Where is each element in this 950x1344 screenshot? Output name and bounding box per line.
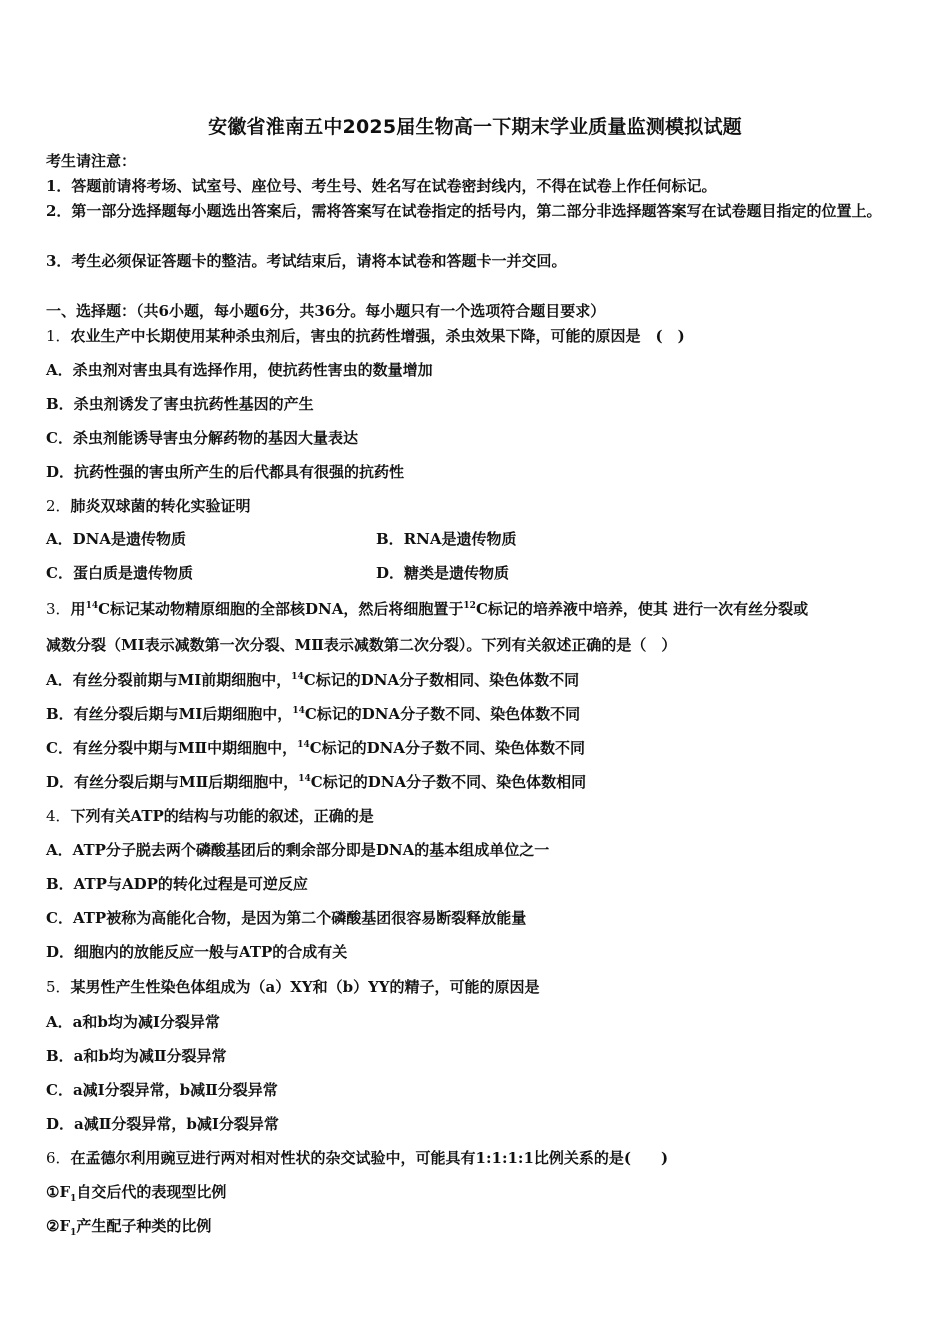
page-title: 安徽省淮南五中2025届生物高一下期末学业质量监测模拟试题 [208,116,742,138]
notice-item-3: 3．考生必须保证答题卡的整洁。考试结束后，请将本试卷和答题卡一并交回。 [46,252,567,270]
question-text: 农业生产中长期使用某种杀虫剂后，害虫的抗药性增强，杀虫效果下降，可能的原因是 ( ) [70,327,685,345]
question-3-line-2: 减数分裂（MⅠ表示减数第一次分裂、MⅡ表示减数第二次分裂）。下列有关叙述正确的是（ ） [46,636,677,654]
subscript: 1 [70,1194,77,1204]
question-text-part: 用 [70,600,86,618]
q6-item-2 [46,1214,211,1238]
question-number: 2． [46,497,71,515]
q3-option-b [46,702,580,726]
option-text: C标记的DNA分子数不同、染色体数不同 [304,705,581,723]
question-text-part: C标记某动物精原细胞的全部核DNA，然后将细胞置于 [98,600,464,618]
question-text-part: C标记的培养液中培养，使其 进行一次有丝分裂或 [475,600,809,618]
q2-option-b: B．RNA是遗传物质 [376,530,517,548]
question-text: 在孟德尔利用豌豆进行两对相对性状的杂交试验中，可能具有1:1:1:1比例关系的是( ) [70,1149,669,1167]
q6-item-1 [46,1180,226,1204]
q5-option-b: B．a和b均为减Ⅱ分裂异常 [46,1047,227,1065]
q4-option-b: B．ATP与ADP的转化过程是可逆反应 [46,875,308,893]
option-text: C．有丝分裂中期与MⅡ中期细胞中， [46,739,298,757]
isotope-superscript: 14 [85,601,99,611]
q1-option-c: C．杀虫剂能诱导害虫分解药物的基因大量表达 [46,429,358,447]
option-text: C标记的DNA分子数不同、染色体数相同 [310,773,587,791]
q1-option-b: B．杀虫剂诱发了害虫抗药性基因的产生 [46,395,314,413]
option-text: B．有丝分裂后期与MⅠ后期细胞中， [46,705,293,723]
isotope-superscript: 14 [297,740,310,750]
isotope-superscript: 14 [291,672,304,682]
q3-option-d [46,770,586,794]
question-text: 肺炎双球菌的转化实验证明 [70,497,251,515]
q2-option-c: C．蛋白质是遗传物质 [46,564,193,582]
question-number: 4． [46,807,71,825]
q2-option-d: D．糖类是遗传物质 [376,564,510,582]
question-number: 5． [46,978,71,996]
question-3 [46,597,808,621]
option-text: C标记的DNA分子数相同、染色体数不同 [303,671,580,689]
notice-item-1: 1．答题前请将考场、试室号、座位号、考生号、姓名写在试卷密封线内，不得在试卷上作任何标记。 [46,177,717,195]
section-heading: 一、选择题：（共6小题，每小题6分，共36分。每小题只有一个选项符合题目要求） [46,302,606,320]
notice-item-2: 2．第一部分选择题每小题选出答案后，需将答案写在试卷指定的括号内，第二部分非选择题答案写在试卷题目指定的位置上。 [46,202,882,220]
question-6 [46,1146,668,1170]
q5-option-a: A．a和b均为减Ⅰ分裂异常 [46,1013,220,1031]
question-5 [46,975,540,999]
q2-option-a: A．DNA是遗传物质 [46,530,186,548]
q5-option-c: C．a减Ⅰ分裂异常，b减Ⅱ分裂异常 [46,1081,278,1099]
question-text: 某男性产生性染色体组成为（a）XY和（b）YY的精子，可能的原因是 [70,978,540,996]
question-number: 6． [46,1149,71,1167]
question-number: 1． [46,327,71,345]
option-text: D．有丝分裂后期与MⅡ后期细胞中， [46,773,299,791]
q5-option-d: D．a减Ⅱ分裂异常，b减Ⅰ分裂异常 [46,1115,279,1133]
q4-option-a: A．ATP分子脱去两个磷酸基团后的剩余部分即是DNA的基本组成单位之一 [46,841,550,859]
q1-option-a: A．杀虫剂对害虫具有选择作用，使抗药性害虫的数量增加 [46,361,433,379]
question-2 [46,494,251,518]
q3-option-a [46,668,579,692]
q4-option-d: D．细胞内的放能反应一般与ATP的合成有关 [46,943,348,961]
item-text: 自交后代的表现型比例 [76,1183,227,1201]
question-4 [46,804,374,828]
isotope-superscript: 12 [463,601,476,611]
question-1 [46,324,685,348]
question-number: 3． [46,600,71,618]
isotope-superscript: 14 [298,774,311,784]
q3-option-c [46,736,585,760]
notice-heading: 考生请注意： [46,152,137,170]
q4-option-c: C．ATP被称为高能化合物，是因为第二个磷酸基团很容易断裂释放能量 [46,909,527,927]
option-text: C标记的DNA分子数不同、染色体数不同 [309,739,586,757]
isotope-superscript: 14 [292,706,305,716]
question-text: 下列有关ATP的结构与功能的叙述，正确的是 [70,807,374,825]
subscript: 1 [70,1228,77,1238]
item-text: ②F [46,1217,71,1235]
item-text: 产生配子种类的比例 [76,1217,212,1235]
option-text: A．有丝分裂前期与MⅠ前期细胞中， [46,671,292,689]
q1-option-d: D．抗药性强的害虫所产生的后代都具有很强的抗药性 [46,463,405,481]
item-text: ①F [46,1183,71,1201]
